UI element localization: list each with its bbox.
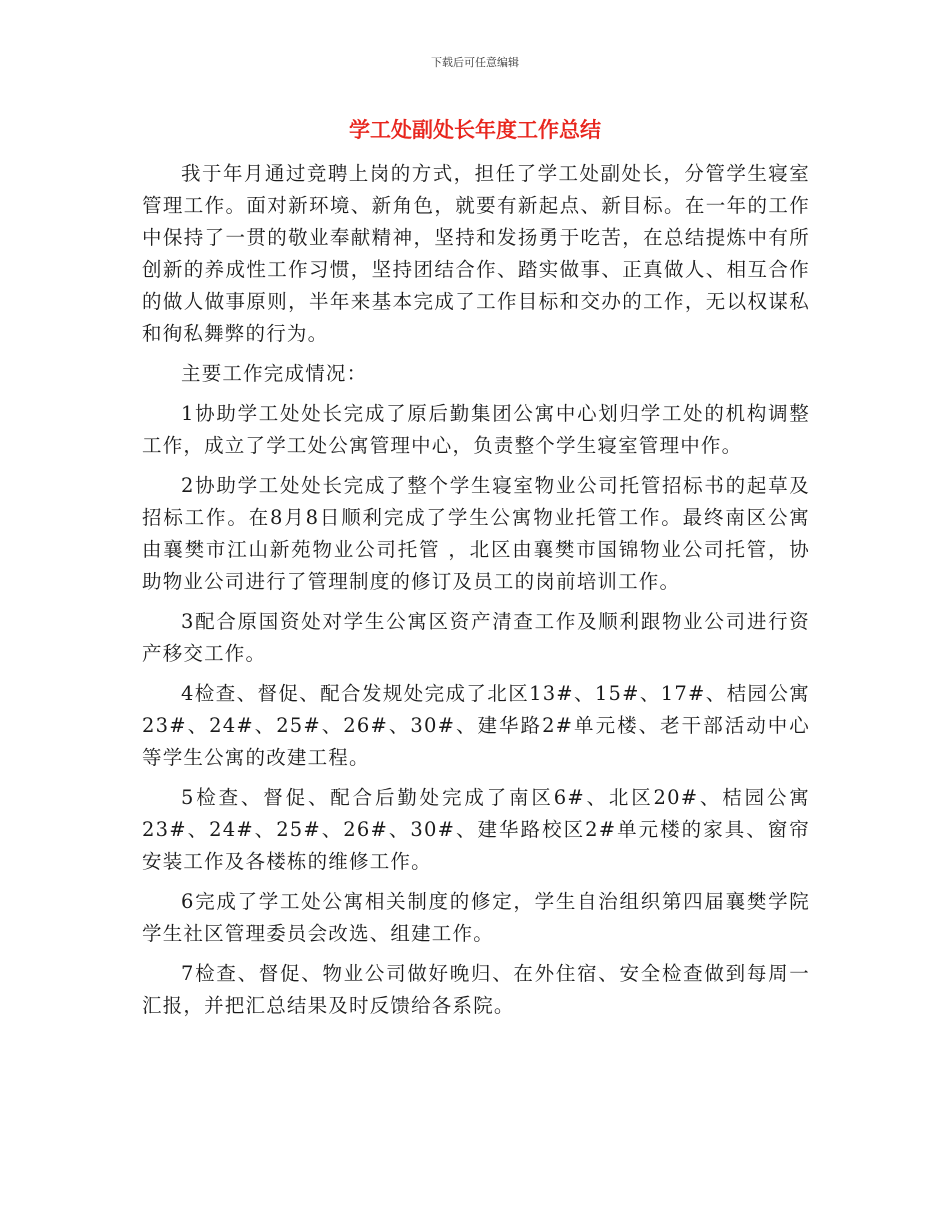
paragraph-item-1: 1协助学工处处长完成了原后勤集团公寓中心划归学工处的机构调整工作，成立了学工处公寓管理中心，负责整个学生寝室管理中作。	[142, 402, 810, 457]
document-title: 学工处副处长年度工作总结	[349, 118, 601, 142]
paragraph-section-heading: 主要工作完成情况：	[181, 362, 368, 385]
paragraph-intro: 我于年月通过竞聘上岗的方式，担任了学工处副处长，分管学生寝室管理工作。面对新环境、新角色，就要有新起点、新目标。在一年的工作中保持了一贯的敬业奉献精神，坚持和发扬勇于吃苦，在总结提炼中有所创新的养成性工作习惯，坚持团结合作、踏实做事、正真做人、相互合作的做人做事原则，半年来基本完成了工作目标和交办的工作，无以权谋私和徇私舞弊的行为。	[142, 162, 810, 345]
header-note: 下载后可任意编辑	[431, 56, 519, 69]
paragraph-item-6: 6完成了学工处公寓相关制度的修定，学生自治组织第四届襄樊学院学生社区管理委员会改选、组建工作。	[142, 890, 810, 945]
paragraph-item-7: 7检查、督促、物业公司做好晚归、在外住宿、安全检查做到每周一汇报，并把汇总结果及时反馈给各系院。	[142, 962, 810, 1017]
paragraph-item-2: 2协助学工处处长完成了整个学生寝室物业公司托管招标书的起草及招标工作。在8月8日顺利完成了学生公寓物业托管工作。最终南区公寓由襄樊市江山新苑物业公司托管 ，北区由襄樊市国锦物业公司托管，协助物业公司进行了管理制度的修订及员工的岗前培训工作。	[142, 474, 810, 593]
paragraph-item-4: 4检查、督促、配合发规处完成了北区13#、15#、17#、桔园公寓23#、24#、25#、26#、30#、建华路2#单元楼、老干部活动中心等学生公寓的改建工程。	[142, 682, 810, 769]
document-body	[142, 158, 810, 1030]
paragraph-item-5: 5检查、督促、配合后勤处完成了南区6#、北区20#、桔园公寓23#、24#、25#、26#、30#、建华路校区2#单元楼的家具、窗帘安装工作及各楼栋的维修工作。	[142, 786, 810, 873]
paragraph-item-3: 3配合原国资处对学生公寓区资产清查工作及顺利跟物业公司进行资产移交工作。	[142, 610, 810, 665]
